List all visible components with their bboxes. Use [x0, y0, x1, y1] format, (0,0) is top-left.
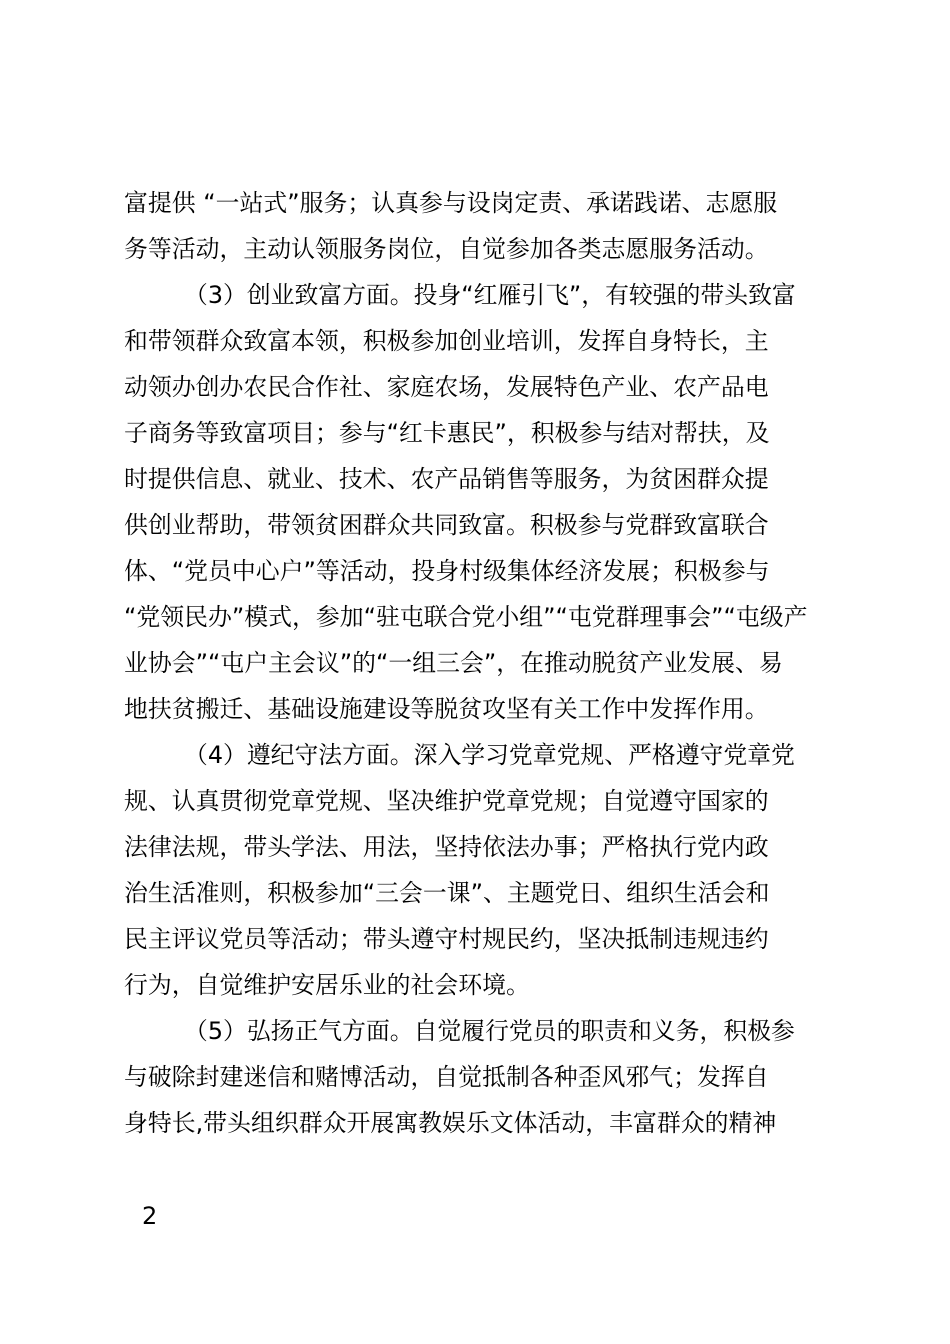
text-line: 富提供 “一站式”服务；认真参与设岗定责、承诺践诺、志愿服 [124, 189, 778, 217]
text-line: 供创业帮助，带领贫困群众共同致富。积极参与党群致富联合 [124, 511, 769, 539]
text-line: 子商务等致富项目；参与“红卡惠民”，积极参与结对帮扶，及 [124, 419, 770, 447]
text-line: 治生活准则，积极参加“三会一课”、主题党日、组织生活会和 [124, 879, 770, 907]
text-line: 时提供信息、就业、技术、农产品销售等服务，为贫困群众提 [124, 465, 769, 493]
text-line: 身特长,带头组织群众开展寓教娱乐文体活动，丰富群众的精神 [124, 1109, 777, 1137]
body-text [124, 180, 844, 1146]
text-line: 体、“党员中心户”等活动，投身村级集体经济发展；积极参与 [124, 557, 770, 585]
text-line: 和带领群众致富本领，积极参加创业培训，发挥自身特长，主 [124, 327, 769, 355]
text-line: 与破除封建迷信和赌博活动，自觉抵制各种歪风邪气；发挥自 [124, 1063, 769, 1091]
text-line: “党领民办”模式，参加“驻屯联合党小组”“屯党群理事会”“屯级产 [124, 603, 808, 631]
paragraph-first-line: （3）创业致富方面。投身“红雁引飞”，有较强的带头致富 [184, 281, 796, 309]
text-line: 行为，自觉维护安居乐业的社会环境。 [124, 971, 530, 999]
text-line: 业协会”“屯户主会议”的“一组三会”，在推动脱贫产业发展、易 [124, 649, 783, 677]
text-line: 规、认真贯彻党章党规、坚决维护党章党规；自觉遵守国家的 [124, 787, 769, 815]
paragraph-first-line: （4）遵纪守法方面。深入学习党章党规、严格遵守党章党 [184, 741, 795, 769]
text-line: 民主评议党员等活动；带头遵守村规民约，坚决抵制违规违约 [124, 925, 769, 953]
text-line: 法律法规，带头学法、用法，坚持依法办事；严格执行党内政 [124, 833, 769, 861]
text-line: 动领办创办农民合作社、家庭农场，发展特色产业、农产品电 [124, 373, 769, 401]
text-line: 务等活动，主动认领服务岗位，自觉参加各类志愿服务活动。 [124, 235, 769, 263]
page-number: 2 [142, 1202, 158, 1230]
text-line: 地扶贫搬迁、基础设施建设等脱贫攻坚有关工作中发挥作用。 [124, 695, 769, 723]
paragraph-first-line: （5）弘扬正气方面。自觉履行党员的职责和义务，积极参 [184, 1017, 795, 1045]
